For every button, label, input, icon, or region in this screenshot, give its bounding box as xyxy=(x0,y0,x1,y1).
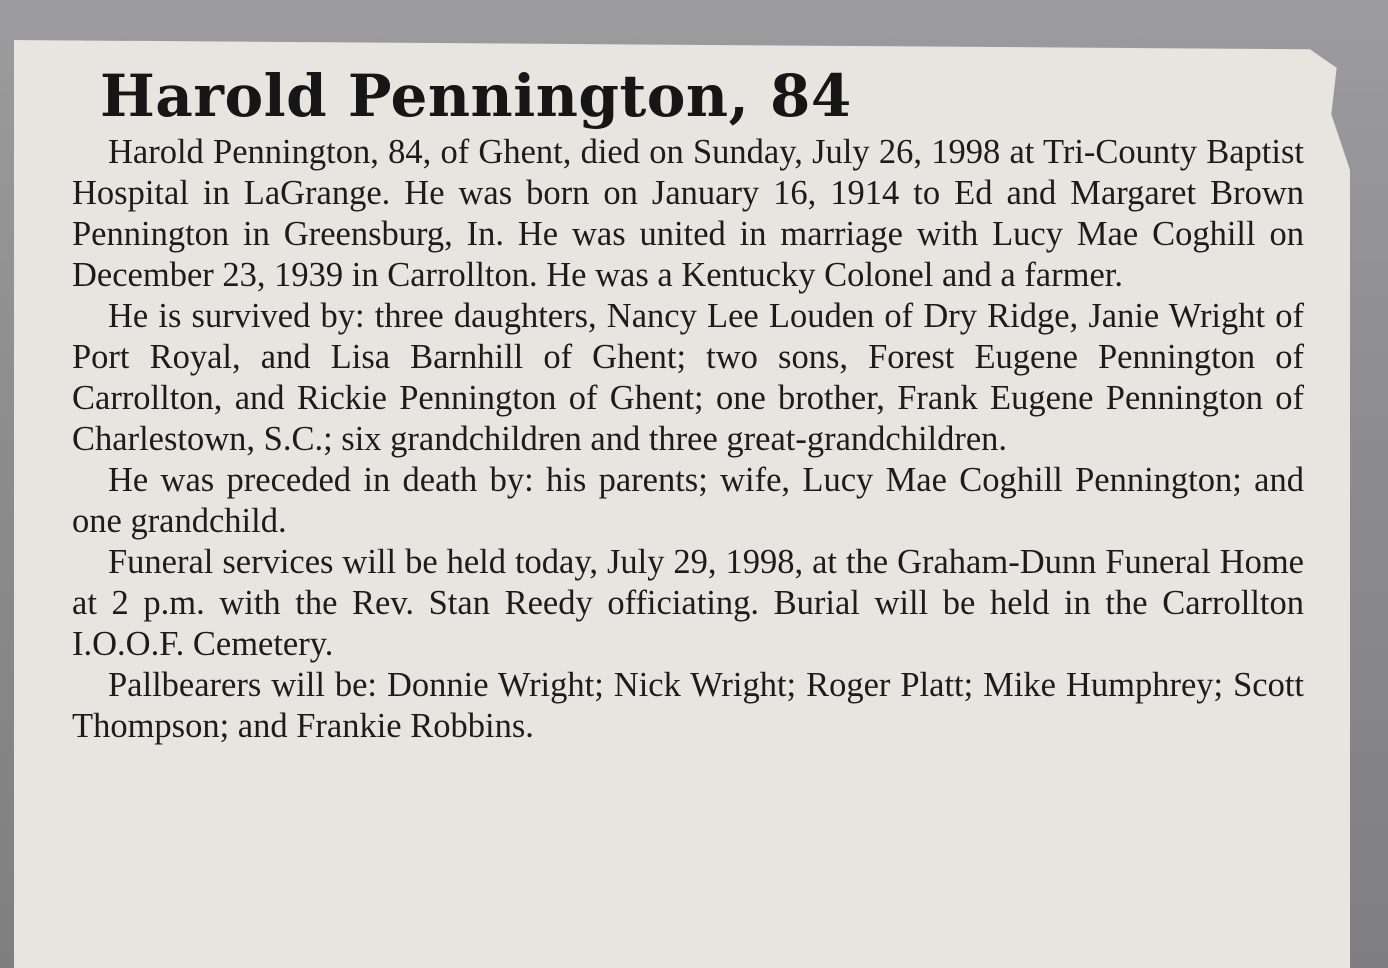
obituary-headline: Harold Pennington, 84 xyxy=(100,62,852,130)
paragraph-preceded-in-death: He was preceded in death by: his parents; wife, Lucy Mae Coghill Pennington; and one grandchild. xyxy=(72,461,1304,540)
obituary-body xyxy=(72,132,1304,747)
paragraph-pallbearers: Pallbearers will be: Donnie Wright; Nick Wright; Roger Platt; Mike Humphrey; Scott Thompson; and Frankie Robbins. xyxy=(72,666,1304,745)
paragraph-funeral-services: Funeral services will be held today, July 29, 1998, at the Graham-Dunn Funeral Home at 2 p.m. with the Rev. Stan Reedy officiating. Burial will be held in the Carrollton I.O.O.F. Cemetery. xyxy=(72,543,1304,663)
paragraph-biography: Harold Pennington, 84, of Ghent, died on Sunday, July 26, 1998 at Tri-County Baptist Hospital in LaGrange. He was born on January 16, 1914 to Ed and Margaret Brown Pennington in Greensburg, In. He was united in marriage with Lucy Mae Coghill on December 23, 1939 in Carrollton. He was a Kentucky Colonel and a farmer. xyxy=(72,133,1304,294)
paragraph-survivors: He is survived by: three daughters, Nancy Lee Louden of Dry Ridge, Janie Wright of Port Royal, and Lisa Barnhill of Ghent; two sons, Forest Eugene Pennington of Carrollton, and Rickie Pennington of Ghent; one brother, Frank Eugene Pennington of Charlestown, S.C.; six grandchildren and three great-grandchildren. xyxy=(72,297,1304,458)
